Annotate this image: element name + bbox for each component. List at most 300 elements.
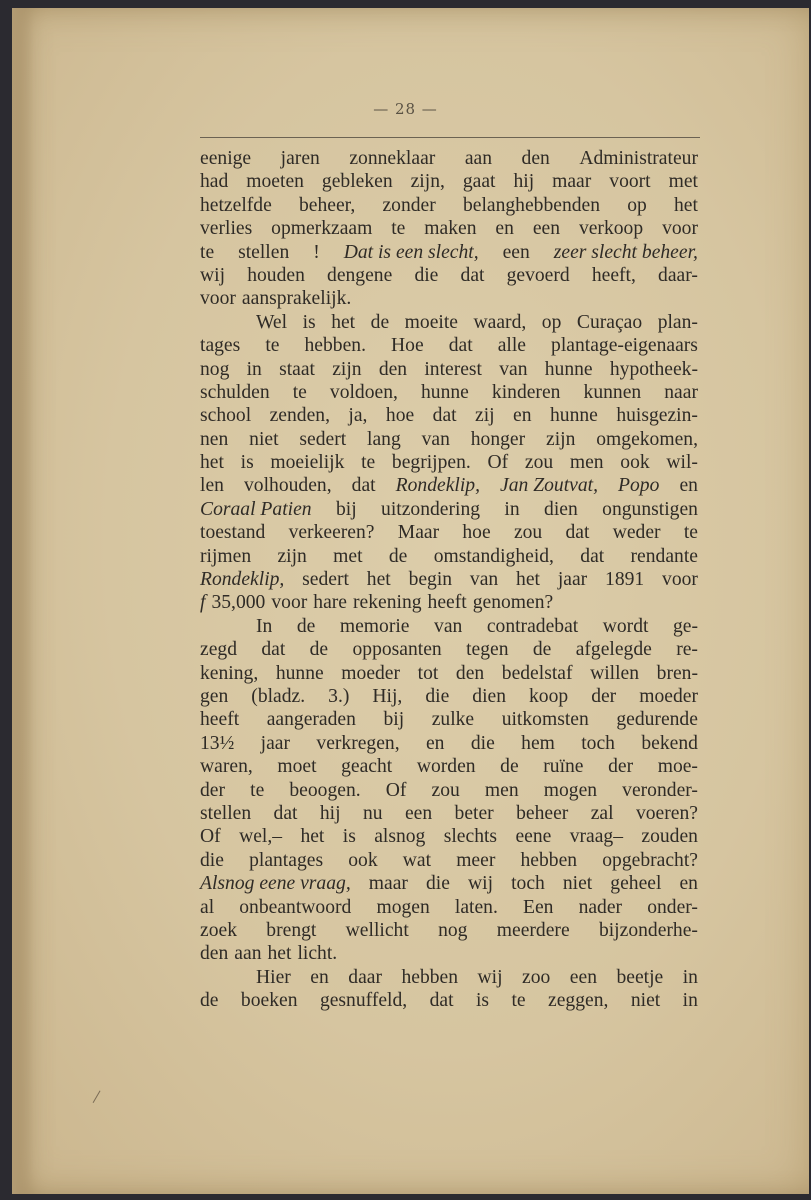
word: kinderen (491, 381, 561, 403)
word: een (502, 241, 530, 263)
word: verkoop (578, 218, 644, 240)
word: kening, (200, 662, 259, 684)
word: toch (511, 873, 545, 895)
text-line (200, 732, 698, 755)
word: een (404, 802, 433, 824)
word: meer (456, 849, 496, 871)
word: omstandigheid, (433, 545, 554, 567)
word: ge- (672, 615, 698, 637)
word: beheer (516, 802, 569, 824)
word: zouden (641, 826, 698, 848)
word: zoek (200, 919, 237, 941)
word: te (200, 241, 215, 263)
word: van (434, 615, 463, 637)
word: bekend (641, 732, 698, 754)
word: niet (249, 428, 279, 450)
word: jaren (280, 148, 320, 169)
word: moet (277, 756, 317, 778)
word: een (532, 218, 561, 240)
word: bij (383, 709, 405, 731)
word: den (200, 943, 229, 965)
word: In (256, 615, 273, 637)
word: toch (581, 732, 615, 754)
word: hunne (420, 381, 469, 403)
word: is (475, 990, 490, 1012)
text-line (200, 358, 698, 381)
word: nader (578, 896, 623, 918)
word: hare (313, 592, 347, 614)
word: zal (590, 802, 614, 824)
word: maar (552, 171, 592, 193)
word: en (310, 966, 329, 988)
word: geacht (341, 756, 393, 778)
word: de (370, 311, 390, 333)
text-line (200, 404, 698, 427)
word: moeten (246, 171, 304, 193)
word: volhouden, (243, 475, 332, 497)
word: voort (609, 171, 651, 193)
word: wellicht (345, 919, 409, 941)
text-line (200, 474, 698, 497)
word: memorie (339, 615, 410, 637)
word: rendante (630, 545, 698, 567)
word: eene (515, 826, 552, 848)
word: met (668, 171, 698, 193)
word: eenige (200, 148, 252, 169)
word: ook (620, 452, 650, 474)
word: zijn (546, 428, 576, 450)
word: dien (544, 498, 578, 520)
word: dengene (327, 264, 393, 286)
word: alsnog (374, 826, 426, 848)
word: bijzonderhe- (598, 919, 698, 941)
word: f (200, 592, 206, 614)
text-line (200, 170, 698, 193)
word: tegen (466, 639, 509, 661)
word: vraag– (569, 826, 624, 848)
word: dat (432, 405, 457, 427)
word: ja, (348, 405, 368, 427)
text-line (200, 264, 698, 287)
word: wij (200, 264, 226, 286)
word: len (200, 475, 224, 497)
word: hunne (544, 358, 593, 380)
word: veronder- (622, 779, 698, 801)
word: jaar (260, 732, 291, 754)
word: het (366, 569, 391, 591)
word: Jan Zoutvat, (500, 475, 598, 497)
word: zijn, (410, 171, 445, 193)
word: toestand (200, 522, 266, 544)
word: te (292, 381, 307, 403)
text-line (200, 334, 698, 357)
word: de (388, 545, 408, 567)
word: Rondeklip, (200, 569, 285, 591)
text-line (200, 498, 698, 521)
word: Coraal Patien (200, 498, 312, 520)
word: Hij, (372, 685, 403, 707)
word: heeft, (591, 264, 636, 286)
word: had (200, 171, 229, 193)
word: stellen (238, 241, 290, 263)
word: der (200, 779, 226, 801)
word: de (200, 990, 219, 1012)
word: zeer slecht beheer, (553, 241, 698, 263)
word: maken (424, 218, 477, 240)
word: het (200, 452, 224, 474)
word: het (331, 311, 356, 333)
word: te (511, 990, 526, 1012)
word: contradebat (486, 615, 579, 637)
word: nog (200, 358, 230, 380)
page-number: — 28 — (373, 100, 438, 118)
word: 13½ (200, 732, 235, 754)
word: hem (521, 732, 555, 754)
word: voldoen, (329, 381, 398, 403)
word: voor (662, 218, 698, 240)
word: interest (424, 358, 482, 380)
word: alle (497, 335, 526, 357)
word: dien (472, 685, 506, 707)
word: waren, (200, 756, 253, 778)
word: te (250, 779, 265, 801)
word: opgebracht? (602, 849, 698, 871)
word: al (200, 896, 215, 918)
word: gevoerd (506, 264, 570, 286)
word: houden (247, 264, 305, 286)
word: schulden (200, 381, 270, 403)
word: zij (475, 405, 495, 427)
word: en (679, 475, 698, 497)
word: en (679, 873, 698, 895)
word: Popo (618, 475, 660, 497)
text-line (200, 919, 698, 942)
text-line (200, 849, 698, 872)
text-line (200, 708, 698, 731)
text-line (200, 381, 698, 404)
word: moeder (341, 662, 401, 684)
word: (bladz. (251, 685, 306, 707)
word: voor (271, 592, 308, 614)
word: opposanten (352, 639, 442, 661)
body-text (200, 147, 698, 1012)
word: moe- (657, 756, 698, 778)
word: 3.) (328, 685, 350, 707)
word: koop (529, 685, 569, 707)
text-line (200, 241, 698, 264)
word: van (499, 358, 528, 380)
word: zijn (332, 358, 362, 380)
word: tages (200, 335, 241, 357)
word: Of (487, 452, 509, 474)
word: plan- (657, 311, 698, 333)
word: het (300, 826, 325, 848)
word: wat (402, 849, 432, 871)
word: slechts (443, 826, 498, 848)
word: dat (460, 264, 485, 286)
word: mogen (543, 779, 598, 801)
word: begin (408, 569, 453, 591)
word: van (469, 569, 499, 591)
word: gen (200, 685, 229, 707)
word: op (627, 194, 647, 216)
word: hoe (462, 522, 491, 544)
word: onder- (647, 896, 698, 918)
text-line (200, 451, 698, 474)
word: heeft (427, 592, 467, 614)
word: genomen? (472, 592, 554, 614)
word: de (296, 615, 316, 637)
word: nu (362, 802, 383, 824)
word: verkregen, (316, 732, 400, 754)
word: moeite (404, 311, 458, 333)
word: te (683, 522, 698, 544)
word: hij (319, 802, 341, 824)
word: naar (664, 381, 698, 403)
word: een (569, 966, 597, 988)
text-line (200, 147, 698, 170)
word: beoogen. (289, 779, 361, 801)
word: begrijpen. (391, 452, 471, 474)
word: zonder (382, 194, 436, 216)
word: bij (335, 498, 357, 520)
word: aansprakelijk. (241, 288, 352, 310)
word: gebleken (321, 171, 393, 193)
word: der (591, 685, 617, 707)
word: zijn (277, 545, 307, 567)
word: licht. (297, 943, 338, 965)
word: in (682, 966, 698, 988)
word: Maar (397, 522, 440, 544)
word: weder (612, 522, 661, 544)
word: niet (630, 990, 661, 1012)
word: den (378, 358, 408, 380)
word: is (240, 452, 254, 474)
text-line (200, 638, 698, 661)
word: brengt (266, 919, 317, 941)
word: hunne (275, 662, 324, 684)
word: 1891 (605, 569, 645, 591)
word: laten. (454, 896, 498, 918)
word: Dat is een slecht, (343, 241, 479, 263)
word: gedurende (616, 709, 698, 731)
word: dat (261, 639, 286, 661)
word: verlies (200, 218, 253, 240)
text-line (200, 615, 698, 638)
word: aan (464, 148, 493, 169)
word: men (484, 779, 519, 801)
word: Wel (256, 311, 288, 333)
word: uitkomsten (501, 709, 589, 731)
word: bren- (656, 662, 698, 684)
word: plantages (249, 849, 324, 871)
word: den (455, 662, 485, 684)
word: hetzelfde (200, 194, 272, 216)
word: Hoe (391, 335, 424, 357)
word: zoo (522, 966, 551, 988)
word: Of (385, 779, 407, 801)
word: plantage-eigenaars (551, 335, 698, 357)
word: dat (448, 335, 473, 357)
word: uitzondering (381, 498, 481, 520)
word: opmerkzaam (271, 218, 373, 240)
text-line (200, 591, 698, 614)
word: belanghebbenden (462, 194, 601, 216)
text-line (200, 896, 698, 919)
word: den (521, 148, 550, 169)
word: dat (429, 990, 454, 1012)
word: in (682, 990, 698, 1012)
word: te (265, 335, 280, 357)
word: omgekomen, (596, 428, 698, 450)
word: met (333, 545, 363, 567)
word: moeder (639, 685, 698, 707)
word: jaar (557, 569, 588, 591)
word: wij (477, 966, 503, 988)
word: men (569, 452, 604, 474)
word: staat (279, 358, 315, 380)
word: lang (367, 428, 401, 450)
word: wij (467, 873, 494, 895)
word: zeggen, (548, 990, 609, 1012)
word: die (470, 732, 495, 754)
word: 35,000 (211, 592, 266, 614)
word: tot (417, 662, 439, 684)
word: zou (431, 779, 460, 801)
text-line (200, 428, 698, 451)
word: hoe (385, 405, 415, 427)
word: Alsnog eene vraag, (200, 873, 351, 895)
word: Rondeklip, (395, 475, 480, 497)
text-line (200, 779, 698, 802)
word: zegd (200, 639, 237, 661)
word: sedert (299, 428, 347, 450)
word: in (504, 498, 520, 520)
word: daar (348, 966, 382, 988)
word: beheer, (298, 194, 356, 216)
word: der (608, 756, 634, 778)
word: de (309, 639, 329, 661)
word: wel,– (239, 826, 283, 848)
word: mogen (376, 896, 430, 918)
word: van (421, 428, 450, 450)
word: de (500, 756, 519, 778)
word: verkeeren? (288, 522, 375, 544)
word: dat (565, 522, 590, 544)
text-line (200, 545, 698, 568)
text-line (200, 872, 698, 895)
word: die (200, 849, 224, 871)
word: moeielijk (270, 452, 345, 474)
word: is (342, 826, 356, 848)
word: het (674, 194, 698, 216)
word: die (426, 873, 450, 895)
word: bedelstaf (501, 662, 573, 684)
word: boeken (240, 990, 298, 1012)
word: die (425, 685, 450, 707)
word: zenden, (269, 405, 330, 427)
header-rule (200, 137, 700, 138)
word: het (267, 943, 292, 965)
word: Hier (256, 966, 291, 988)
word: nog (438, 919, 468, 941)
word: willen (590, 662, 640, 684)
word: zonneklaar (349, 148, 436, 169)
word: zou (513, 522, 543, 544)
word: dat (351, 475, 376, 497)
word: gesnuffeld, (319, 990, 408, 1012)
word: re- (676, 639, 698, 661)
word: zou (524, 452, 554, 474)
word: en (513, 405, 532, 427)
word: en (495, 218, 514, 240)
word: stellen (200, 802, 252, 824)
word: rekening (352, 592, 422, 614)
word: hebben (520, 849, 578, 871)
word: ook (348, 849, 378, 871)
text-line (200, 825, 698, 848)
word: hebben (401, 966, 459, 988)
word: in (246, 358, 262, 380)
word: die (414, 264, 439, 286)
word: te (391, 218, 406, 240)
word: wil- (666, 452, 698, 474)
word: maar (368, 873, 408, 895)
text-line (200, 287, 698, 310)
word: ! (313, 241, 320, 263)
text-line (200, 194, 698, 217)
word: kunnen (583, 381, 642, 403)
text-line (200, 802, 698, 825)
text-line (200, 217, 698, 240)
text-line (200, 755, 698, 778)
word: meerdere (496, 919, 570, 941)
word: voeren? (635, 802, 698, 824)
text-line (200, 942, 698, 965)
word: Administrateur (579, 148, 698, 169)
word: Een (522, 896, 554, 918)
word: is (302, 311, 316, 333)
word: dat (273, 802, 298, 824)
word: ongunstigen (602, 498, 698, 520)
text-line (200, 989, 698, 1012)
word: worden (416, 756, 476, 778)
word: geheel (610, 873, 662, 895)
word: daar- (658, 264, 698, 286)
text-line (200, 966, 698, 989)
text-line (200, 685, 698, 708)
word: wordt (602, 615, 649, 637)
word: afgelegde (575, 639, 652, 661)
word: hebben. (304, 335, 366, 357)
word: zulke (431, 709, 475, 731)
word: beetje (616, 966, 664, 988)
word: Of (200, 826, 221, 848)
word: heeft (200, 709, 240, 731)
text-line (200, 662, 698, 685)
word: onbeantwoord (239, 896, 352, 918)
word: en (425, 732, 445, 754)
word: voor (200, 288, 236, 310)
word: dat (580, 545, 605, 567)
word: gaat (462, 171, 496, 193)
word: hij (513, 171, 535, 193)
text-line (200, 568, 698, 591)
word: ruïne (543, 756, 584, 778)
word: het (516, 569, 540, 591)
word: hypotheek- (609, 358, 698, 380)
word: te (361, 452, 376, 474)
